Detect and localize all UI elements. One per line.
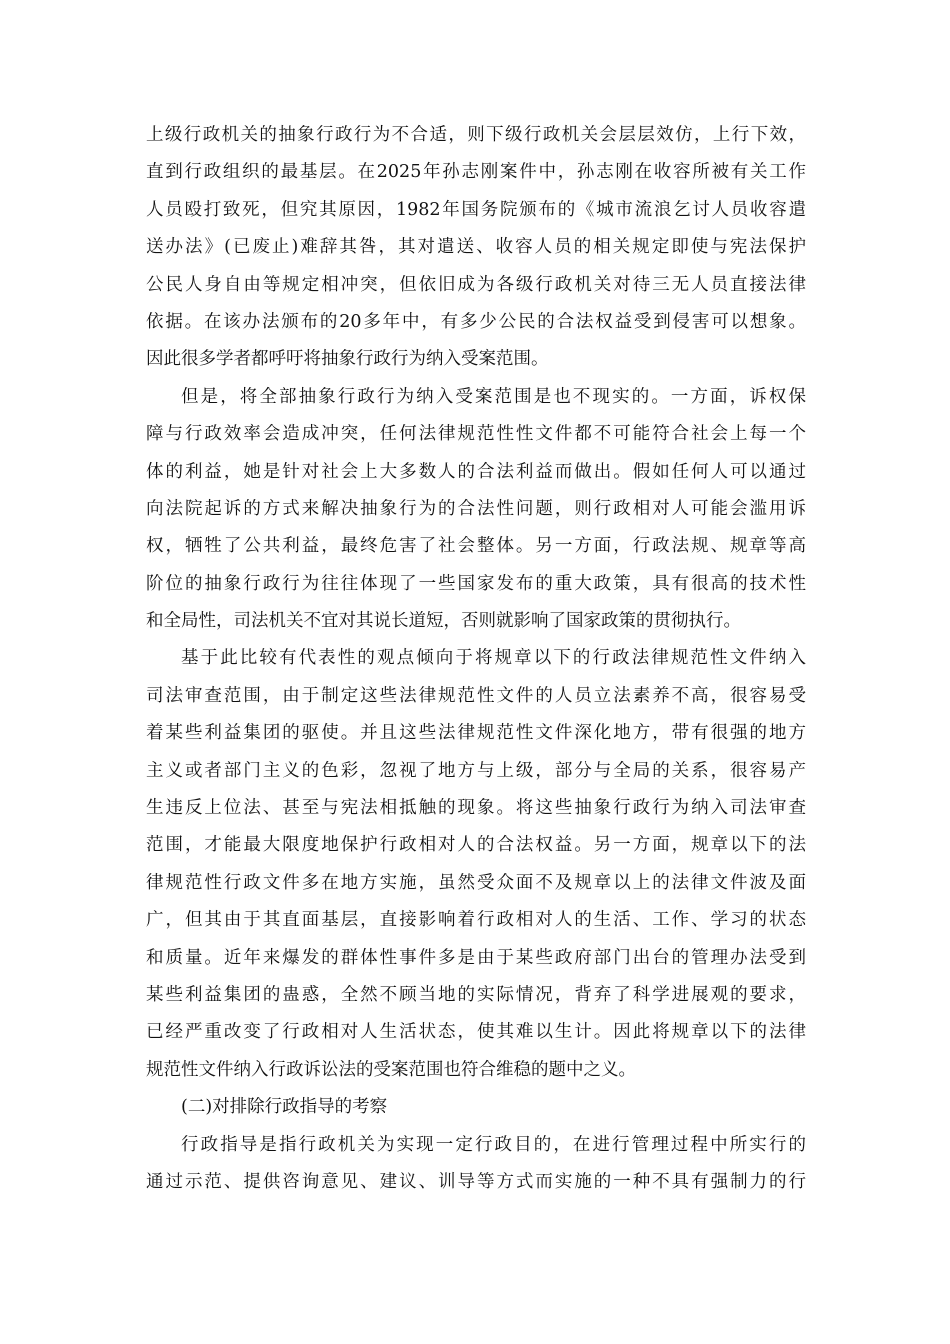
text-line: 体的利益，她是针对社会上大多数人的合法利益而做出。假如任何人可以通过 [146,461,806,482]
text-line: 因此很多学者都呼吁将抽象行政行为纳入受案范围。 [146,349,549,370]
text-line: 司法审查范围，由于制定这些法律规范性文件的人员立法素养不高，很容易受 [146,685,806,706]
text-line: 范围，才能最大限度地保护行政相对人的合法权益。另一方面，规章以下的法 [146,835,806,856]
text-line: 依据。在该办法颁布的20多年中，有多少公民的合法权益受到侵害可以想象。 [146,311,806,332]
text-line: 人员殴打致死，但究其原因，1982年国务院颁布的《城市流浪乞讨人员收容遣 [146,199,806,220]
text-line: 上级行政机关的抽象行政行为不合适，则下级行政机关会层层效仿，上行下效， [146,125,806,145]
text-line: 已经严重改变了行政相对人生活状态，使其难以生计。因此将规章以下的法律 [146,1022,806,1043]
body-text [146,117,806,1201]
text-line: 送办法》(已废止)难辞其咎，其对遣送、收容人员的相关规定即使与宪法保护 [146,237,806,258]
text-line: 权，牺牲了公共利益，最终危害了社会整体。另一方面，行政法规、规章等高 [146,536,806,557]
text-line: 基于此比较有代表性的观点倾向于将规章以下的行政法律规范性文件纳入 [181,648,806,669]
text-line: 阶位的抽象行政行为往往体现了一些国家发布的重大政策，具有很高的技术性 [146,573,806,594]
text-line: 广，但其由于其直面基层，直接影响着行政相对人的生活、工作、学习的状态 [146,910,806,931]
text-line: 规范性文件纳入行政诉讼法的受案范围也符合维稳的题中之义。 [146,1059,636,1080]
text-line: 通过示范、提供咨询意见、建议、训导等方式而实施的一种不具有强制力的行 [146,1171,806,1192]
text-line: 主义或者部门主义的色彩，忽视了地方与上级，部分与全局的关系，很容易产 [146,760,806,781]
text-line: 某些利益集团的蛊惑，全然不顾当地的实际情况，背弃了科学进展观的要求， [146,984,806,1005]
text-line: 但是，将全部抽象行政行为纳入受案范围是也不现实的。一方面，诉权保 [181,386,806,407]
text-line: 障与行政效率会造成冲突，任何法律规范性性文件都不可能符合社会上每一个 [146,424,806,445]
text-line: 着某些利益集团的驱使。并且这些法律规范性文件深化地方，带有很强的地方 [146,723,806,744]
text-line: 生违反上位法、甚至与宪法相抵触的现象。将这些抽象行政行为纳入司法审查 [146,798,806,819]
text-line: 公民人身自由等规定相冲突，但依旧成为各级行政机关对待三无人员直接法律 [146,274,806,295]
text-line: 直到行政组织的最基层。在2025年孙志刚案件中，孙志刚在收容所被有关工作 [146,162,806,183]
text-line: 行政指导是指行政机关为实现一定行政目的，在进行管理过程中所实行的 [181,1134,806,1155]
text-line: 向法院起诉的方式来解决抽象行为的合法性问题，则行政相对人可能会滥用诉 [146,498,806,519]
text-line: 律规范性行政文件多在地方实施，虽然受众面不及规章以上的法律文件波及面 [146,872,806,893]
text-line: (二)对排除行政指导的考察 [181,1097,388,1118]
text-line: 和全局性，司法机关不宜对其说长道短，否则就影响了国家政策的贯彻执行。 [146,611,741,632]
text-line: 和质量。近年来爆发的群体性事件多是由于某些政府部门出台的管理办法受到 [146,947,806,968]
